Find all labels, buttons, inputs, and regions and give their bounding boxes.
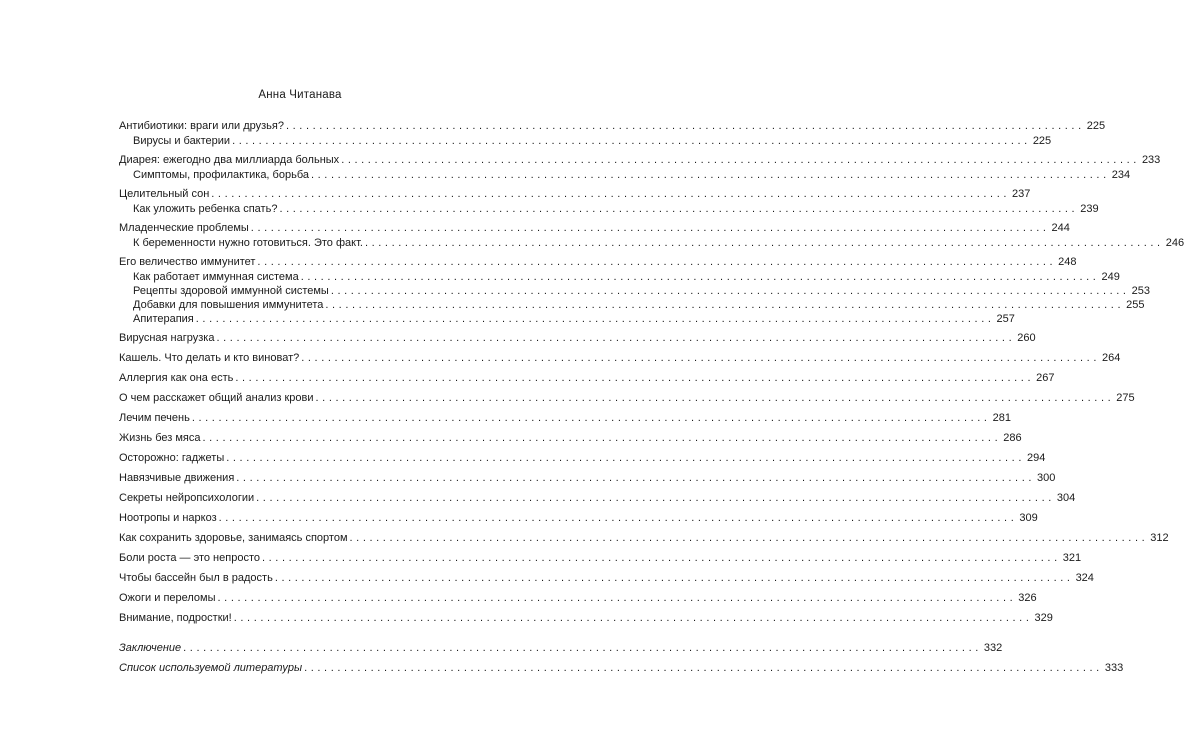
toc-entry-title: Младенческие проблемы (119, 222, 249, 234)
toc-entry-title: Аллергия как она есть (119, 372, 234, 384)
toc-leader-dots: ........................................................................................................................ (236, 472, 1036, 484)
toc-leader-dots: ........................................................................................................................ (256, 492, 1055, 504)
toc-entry-title: Чтобы бассейн был в радость (119, 572, 273, 584)
toc-page-number: 326 (1018, 592, 1037, 604)
toc-leader-dots: ........................................................................................................................ (341, 154, 1140, 166)
toc-leader-dots: ........................................................................................................................ (310, 169, 1110, 181)
toc-entry-title: Симптомы, профилактика, борьба (133, 169, 309, 181)
toc-page-number: 237 (1012, 188, 1031, 200)
toc-entry-title: Апитерапия (133, 313, 194, 325)
toc-entry-title: Целительный сон (119, 188, 210, 200)
toc-entry-title: Лечим печень (119, 412, 190, 424)
toc-leader-dots: ........................................................................................................................ (304, 662, 1103, 674)
toc-page-number: 233 (1141, 154, 1161, 166)
toc-page-number: 255 (1126, 299, 1145, 311)
toc-subentry (119, 202, 1099, 216)
toc-leader-dots: ........................................................................................................................ (195, 313, 995, 325)
toc-entry-title: Навязчивые движения (119, 472, 235, 484)
toc-page-number: 249 (1101, 271, 1120, 283)
toc-page-number: 294 (1026, 452, 1046, 464)
toc-subentry (119, 284, 1150, 298)
toc-page-number: 244 (1051, 222, 1070, 234)
toc-leader-dots: ........................................................................................................................ (301, 352, 1100, 364)
table-of-contents (119, 118, 1184, 676)
toc-page-number: 324 (1075, 572, 1094, 584)
toc-leader-dots: ........................................................................................................................ (232, 135, 1031, 147)
toc-leader-dots: ........................................................................................................................ (216, 332, 1016, 344)
toc-entry-title: К беременности нужно готовиться. Это факт. (133, 237, 363, 249)
toc-entry-title: Боли роста — это непросто (119, 552, 260, 564)
toc-entry (119, 330, 1036, 346)
toc-leader-dots: ........................................................................................................................ (279, 203, 1079, 215)
toc-leader-dots: ........................................................................................................................ (218, 512, 1018, 524)
toc-entry-title: Вирусная нагрузка (119, 332, 215, 344)
toc-subentry (119, 134, 1052, 148)
toc-leader-dots: ........................................................................................................................ (325, 299, 1125, 311)
toc-leader-dots: ........................................................................................................................ (261, 552, 1061, 564)
toc-page-number: 312 (1150, 532, 1169, 544)
running-header-author: Анна Читанава (258, 89, 342, 101)
toc-leader-dots: ........................................................................................................................ (257, 256, 1057, 268)
toc-entry-title: Как работает иммунная система (133, 271, 299, 283)
toc-entry-title: О чем расскажет общий анализ крови (119, 392, 314, 404)
toc-page-number: 332 (983, 642, 1003, 654)
toc-entry (119, 450, 1046, 466)
toc-entry-title: Кашель. Что делать и кто виноват? (119, 352, 300, 364)
toc-entry (119, 590, 1037, 606)
toc-entry-title: Его величество иммунитет (119, 256, 256, 268)
toc-leader-dots: ........................................................................................................................ (217, 592, 1017, 604)
toc-subentry (119, 298, 1145, 312)
toc-subentry (119, 270, 1120, 284)
toc-entry (119, 530, 1169, 546)
toc-page-number: 304 (1056, 492, 1076, 504)
toc-entry-title: Список используемой литературы (119, 662, 303, 674)
toc-page-number: 246 (1165, 237, 1184, 249)
toc-subentry (119, 312, 1015, 326)
toc-page-number: 329 (1034, 612, 1053, 624)
toc-entry (119, 152, 1161, 168)
toc-entry (119, 186, 1031, 202)
toc-subentry (119, 236, 1184, 250)
toc-page-number: 300 (1037, 472, 1056, 484)
toc-entry (119, 410, 1011, 426)
toc-entry (119, 610, 1053, 626)
toc-entry-title: Секреты нейропсихологии (119, 492, 255, 504)
toc-page-number: 253 (1131, 285, 1150, 297)
toc-page-number: 225 (1086, 120, 1106, 132)
toc-page-number: 275 (1116, 392, 1135, 404)
toc-entry (119, 370, 1055, 386)
toc-leader-dots: ........................................................................................................................ (349, 532, 1149, 544)
toc-entry-title: Жизнь без мяса (119, 432, 201, 444)
toc-leader-dots: ........................................................................................................................ (226, 452, 1025, 464)
toc-entry-title: Диарея: ежегодно два миллиарда больных (119, 154, 340, 166)
toc-page-number: 333 (1104, 662, 1124, 674)
toc-entry (119, 660, 1124, 676)
toc-leader-dots: ........................................................................................................................ (211, 188, 1011, 200)
toc-entry (119, 640, 1003, 656)
toc-page-number: 264 (1101, 352, 1121, 364)
toc-subentry (119, 168, 1131, 182)
toc-entry (119, 220, 1070, 236)
toc-page-number: 281 (992, 412, 1011, 424)
toc-leader-dots: ........................................................................................................................ (274, 572, 1074, 584)
toc-entry-title: Ожоги и переломы (119, 592, 216, 604)
toc-entry (119, 510, 1038, 526)
toc-leader-dots: ........................................................................................................................ (235, 372, 1035, 384)
toc-entry (119, 390, 1135, 406)
toc-leader-dots: ........................................................................................................................ (315, 392, 1115, 404)
toc-entry-title: Ноотропы и наркоз (119, 512, 217, 524)
toc-entry-title: Как сохранить здоровье, занимаясь спортом (119, 532, 348, 544)
toc-page-number: 309 (1019, 512, 1038, 524)
toc-page-number: 286 (1003, 432, 1022, 444)
toc-entry (119, 118, 1106, 134)
toc-leader-dots: ........................................................................................................................ (250, 222, 1050, 234)
toc-entry-title: Как уложить ребенка спать? (133, 203, 278, 215)
toc-leader-dots: ........................................................................................................................ (233, 612, 1033, 624)
toc-entry-title: Вирусы и бактерии (133, 135, 231, 147)
toc-page-number: 248 (1058, 256, 1077, 268)
toc-entry (119, 254, 1077, 270)
toc-entry (119, 550, 1082, 566)
toc-leader-dots: ........................................................................................................................ (191, 412, 991, 424)
toc-page-number: 260 (1017, 332, 1036, 344)
toc-leader-dots: ........................................................................................................................ (183, 642, 982, 654)
toc-entry-title: Рецепты здоровой иммунной системы (133, 285, 329, 297)
toc-leader-dots: ........................................................................................................................ (330, 285, 1130, 297)
toc-leader-dots: ........................................................................................................................ (285, 120, 1085, 132)
toc-entry-title: Антибиотики: враги или друзья? (119, 120, 284, 132)
toc-page-number: 225 (1032, 135, 1052, 147)
toc-page-number: 321 (1062, 552, 1082, 564)
toc-leader-dots: ........................................................................................................................ (364, 237, 1164, 249)
toc-leader-dots: ........................................................................................................................ (300, 271, 1100, 283)
toc-page-number: 257 (996, 313, 1015, 325)
toc-entry (119, 430, 1022, 446)
toc-entry-title: Внимание, подростки! (119, 612, 232, 624)
toc-entry (119, 350, 1121, 366)
toc-page-number: 234 (1111, 169, 1131, 181)
toc-page-number: 239 (1080, 203, 1099, 215)
toc-entry (119, 470, 1056, 486)
toc-entry-title: Осторожно: гаджеты (119, 452, 225, 464)
toc-entry-title: Добавки для повышения иммунитета (133, 299, 324, 311)
toc-entry (119, 490, 1076, 506)
toc-entry (119, 570, 1094, 586)
toc-entry-title: Заключение (119, 642, 182, 654)
toc-leader-dots: ........................................................................................................................ (202, 432, 1002, 444)
toc-page-number: 267 (1036, 372, 1055, 384)
